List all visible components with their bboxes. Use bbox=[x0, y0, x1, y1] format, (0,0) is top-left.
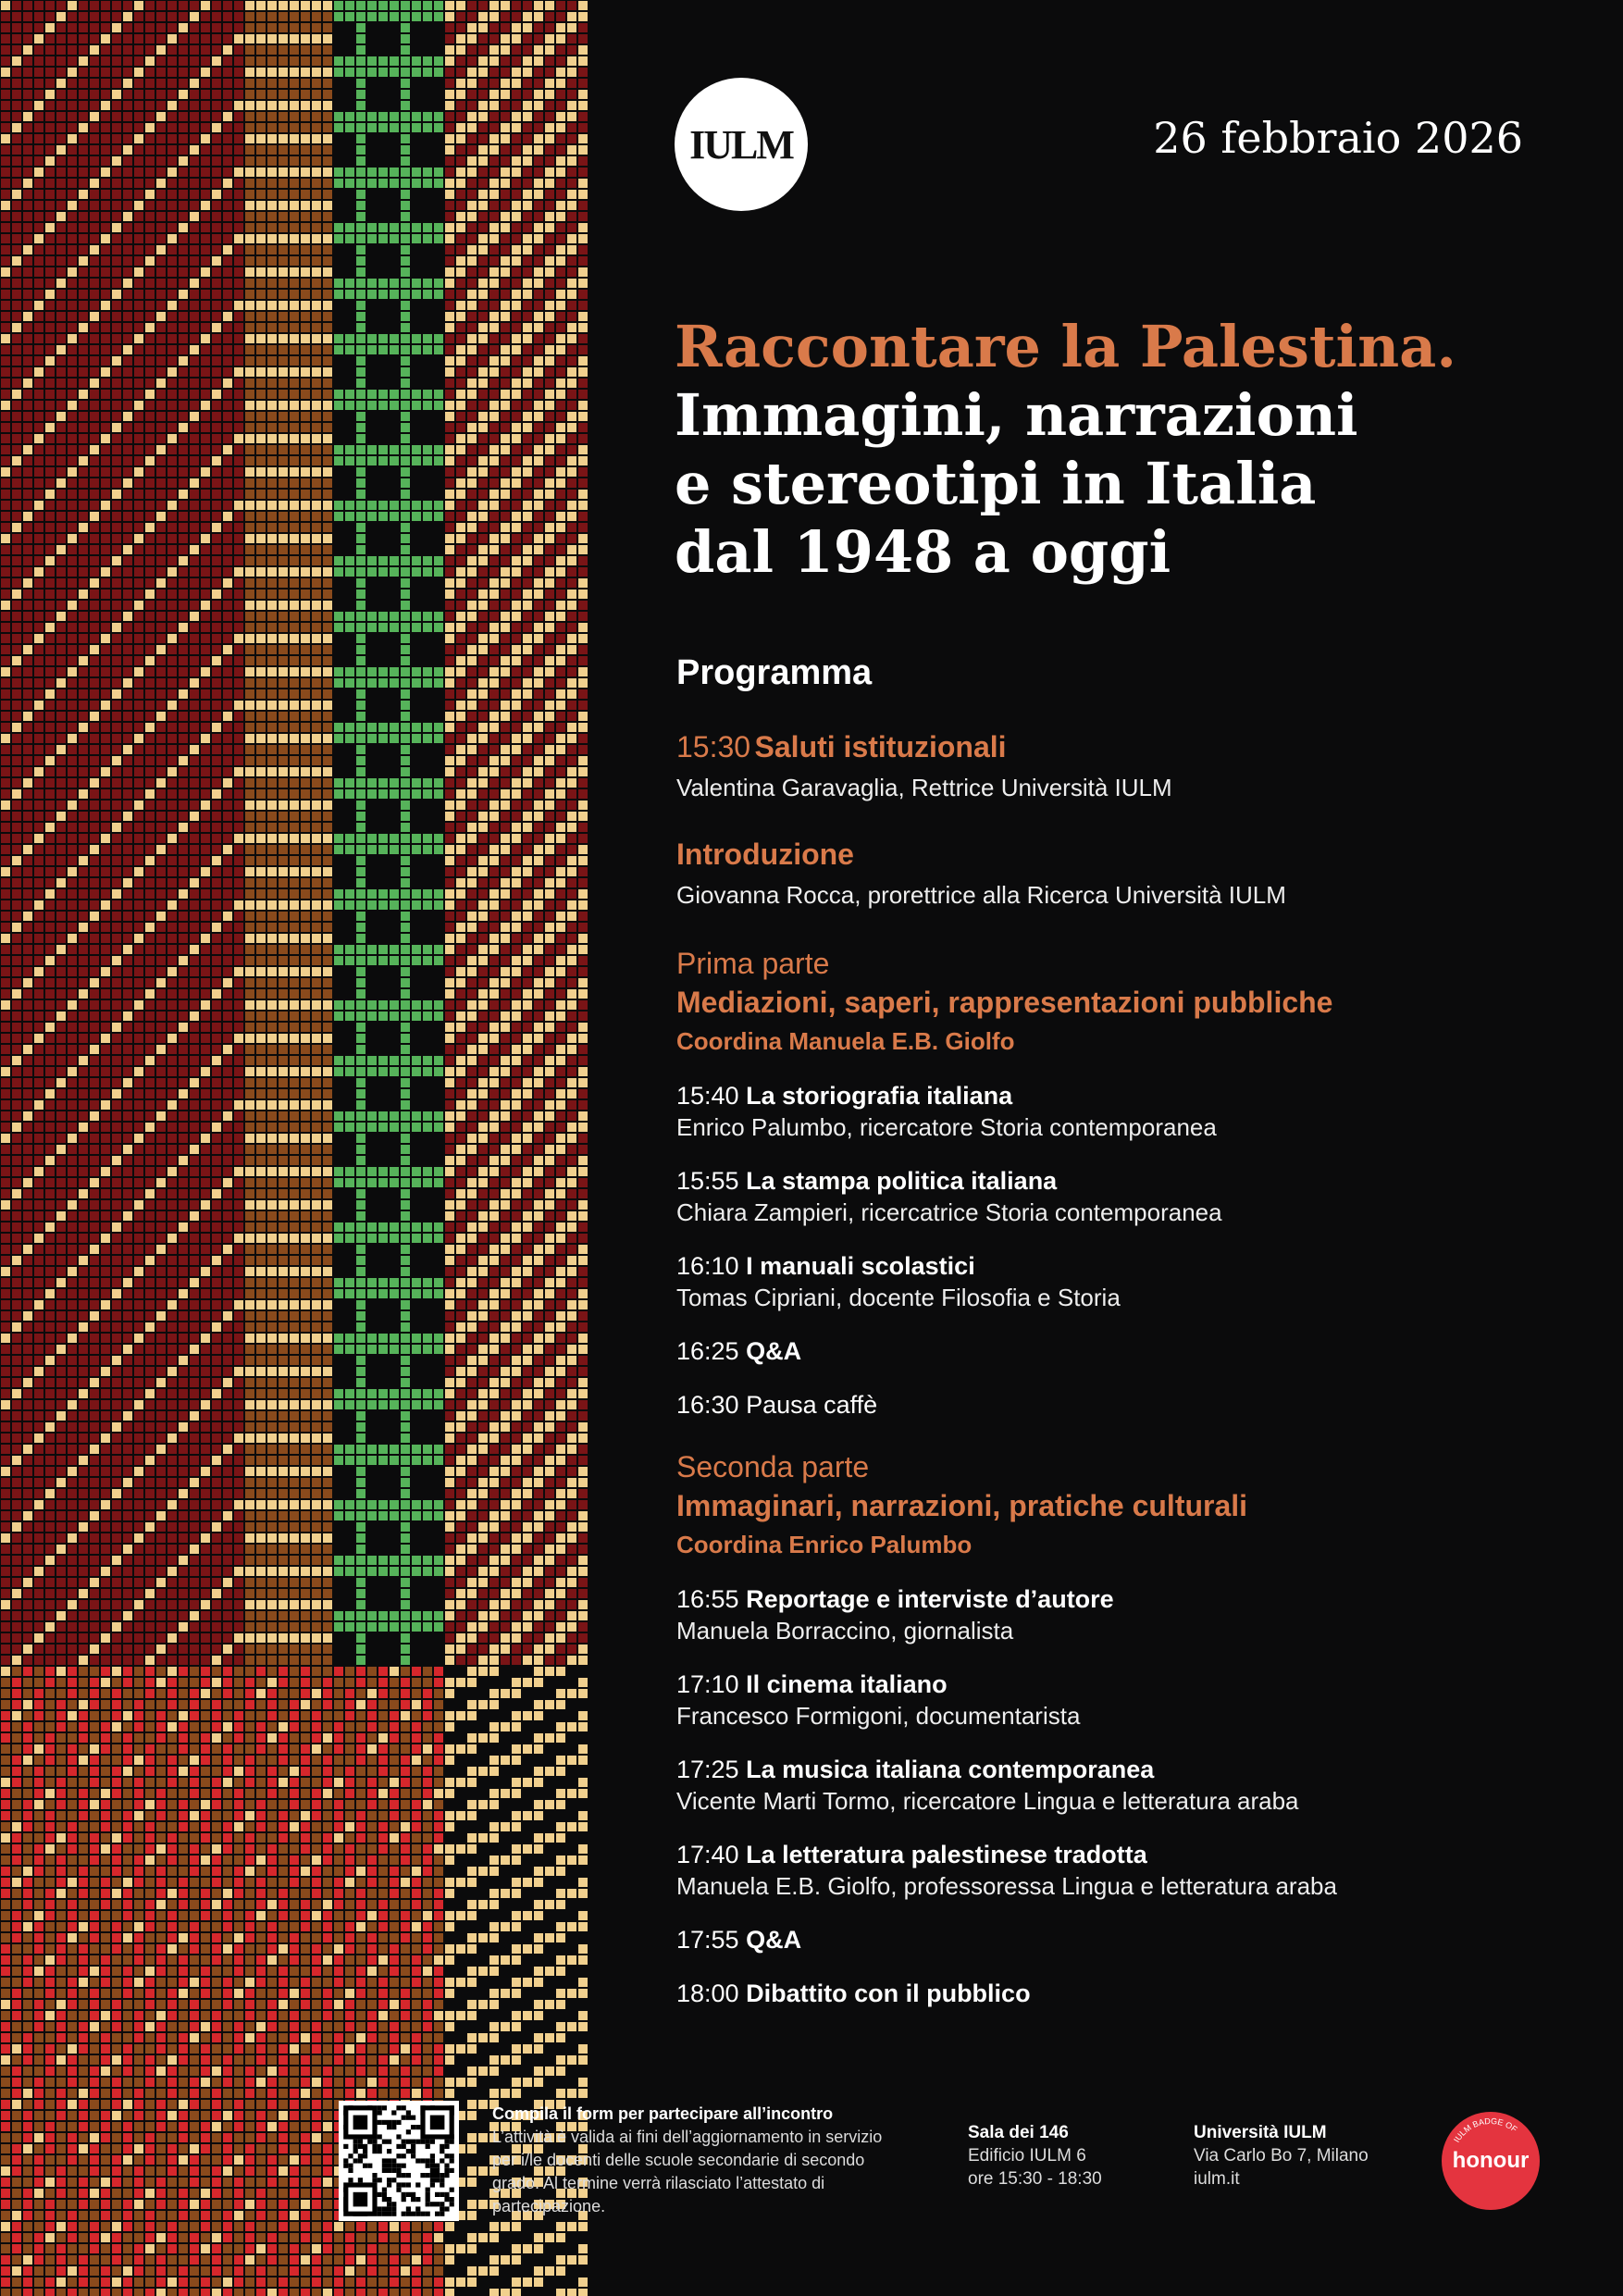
university-name: Università IULM bbox=[1194, 2123, 1327, 2142]
opening-title: Saluti istituzionali bbox=[754, 730, 1007, 763]
title-line-1: Raccontare la Palestina. bbox=[675, 313, 1456, 380]
talk-title: La musica italiana contemporanea bbox=[746, 1756, 1155, 1783]
talk-time: 18:00 bbox=[676, 1980, 739, 2007]
event-title bbox=[675, 313, 1544, 587]
talk-title: Q&A bbox=[746, 1337, 802, 1365]
registration-note bbox=[492, 2103, 899, 2218]
talk-title: La stampa politica italiana bbox=[746, 1167, 1058, 1195]
opening-speaker: Valentina Garavaglia, Rettrice Università IULM bbox=[676, 774, 1172, 801]
venue-building: Edificio IULM 6 bbox=[968, 2146, 1086, 2166]
part-2-label: Seconda parte bbox=[676, 1450, 870, 1483]
part-1-title: Mediazioni, saperi, rappresentazioni pubbliche bbox=[676, 986, 1333, 1019]
talk-speaker: Tomas Cipriani, docente Filosofia e Storia bbox=[676, 1284, 1121, 1311]
part-2-coordinator: Coordina Enrico Palumbo bbox=[676, 1531, 973, 1558]
talk-time: 15:55 bbox=[676, 1167, 739, 1195]
talk-item bbox=[676, 1583, 1509, 1646]
talk-item bbox=[676, 1839, 1509, 1902]
talk-speaker: Manuela Borraccino, giornalista bbox=[676, 1617, 1014, 1644]
iulm-logo: IULM bbox=[675, 78, 808, 211]
part-1-label: Prima parte bbox=[676, 947, 830, 980]
part-2-title: Immaginari, narrazioni, pratiche culturali bbox=[676, 1489, 1248, 1522]
talk-time: 17:10 bbox=[676, 1670, 739, 1698]
talk-time: 17:40 bbox=[676, 1841, 739, 1868]
talk-title: Il cinema italiano bbox=[746, 1670, 948, 1698]
talk-title: La storiografia italiana bbox=[746, 1082, 1013, 1110]
part-1-coordinator: Coordina Manuela E.B. Giolfo bbox=[676, 1027, 1015, 1055]
venue-hours: ore 15:30 - 18:30 bbox=[968, 2169, 1102, 2189]
talk-item bbox=[676, 1389, 1509, 1421]
talk-item bbox=[676, 1669, 1509, 1731]
university-address: Via Carlo Bo 7, Milano bbox=[1194, 2146, 1369, 2166]
talk-item bbox=[676, 1754, 1509, 1817]
talk-time: 16:30 bbox=[676, 1391, 739, 1419]
intro-speaker: Giovanna Rocca, prorettrice alla Ricerca Università IULM bbox=[676, 881, 1286, 909]
qr-code[interactable] bbox=[339, 2101, 459, 2221]
talk-speaker: Vicente Marti Tormo, ricercatore Lingua e letteratura araba bbox=[676, 1787, 1299, 1815]
talk-title: La letteratura palestinese tradotta bbox=[746, 1841, 1147, 1868]
talk-item bbox=[676, 1335, 1509, 1367]
talk-speaker: Enrico Palumbo, ricercatore Storia contemporanea bbox=[676, 1113, 1217, 1141]
talk-item bbox=[676, 1924, 1509, 1955]
venue-info bbox=[968, 2121, 1102, 2191]
talk-speaker: Chiara Zampieri, ricercatrice Storia contemporanea bbox=[676, 1198, 1222, 1226]
talk-time: 16:25 bbox=[676, 1337, 739, 1365]
title-line-3: e stereotipi in Italia bbox=[675, 450, 1317, 517]
talk-title: I manuali scolastici bbox=[746, 1252, 975, 1280]
talk-item bbox=[676, 1165, 1509, 1228]
intro-block bbox=[676, 838, 1509, 910]
opening-time: 15:30 bbox=[676, 730, 751, 763]
event-date: 26 febbraio 2026 bbox=[1153, 113, 1523, 163]
opening-block bbox=[676, 730, 1509, 802]
university-site[interactable]: iulm.it bbox=[1194, 2169, 1240, 2189]
talk-time: 16:55 bbox=[676, 1585, 739, 1613]
talk-time: 17:55 bbox=[676, 1926, 739, 1954]
program-heading: Programma bbox=[676, 653, 873, 692]
talk-item bbox=[676, 1250, 1509, 1313]
talk-item bbox=[676, 1978, 1509, 2009]
talk-speaker: Francesco Formigoni, documentarista bbox=[676, 1702, 1081, 1730]
talk-title: Q&A bbox=[746, 1926, 802, 1954]
talk-time: 16:10 bbox=[676, 1252, 739, 1280]
title-line-2: Immagini, narrazioni bbox=[675, 381, 1358, 449]
talk-speaker: Manuela E.B. Giolfo, professoressa Lingua e letteratura araba bbox=[676, 1872, 1337, 1900]
embroidery-pattern bbox=[0, 0, 592, 2296]
badge-ring bbox=[1442, 2112, 1540, 2210]
registration-body: L’attività è valida ai fini dell’aggiornamento in servizio per i/le docenti delle scuole secondarie di secondo grado. Al termine verrà rilasciato l’attestato di partecipazione. bbox=[492, 2128, 883, 2215]
honour-badge bbox=[1442, 2112, 1540, 2210]
venue-name: Sala dei 146 bbox=[968, 2123, 1069, 2142]
title-line-4: dal 1948 a oggi bbox=[675, 518, 1171, 586]
talk-title: Dibattito con il pubblico bbox=[746, 1980, 1031, 2007]
talk-title: Pausa caffè bbox=[746, 1391, 878, 1419]
program bbox=[676, 653, 1509, 2031]
part-1 bbox=[676, 945, 1509, 1421]
part-2 bbox=[676, 1448, 1509, 2009]
intro-title: Introduzione bbox=[676, 838, 854, 871]
registration-title: Compila il form per partecipare all’incontro bbox=[492, 2104, 834, 2123]
badge-word: honour bbox=[1452, 2148, 1530, 2173]
talk-time: 17:25 bbox=[676, 1756, 739, 1783]
university-info bbox=[1194, 2121, 1369, 2191]
talk-title: Reportage e interviste d’autore bbox=[746, 1585, 1114, 1613]
talk-item bbox=[676, 1080, 1509, 1143]
talk-time: 15:40 bbox=[676, 1082, 739, 1110]
